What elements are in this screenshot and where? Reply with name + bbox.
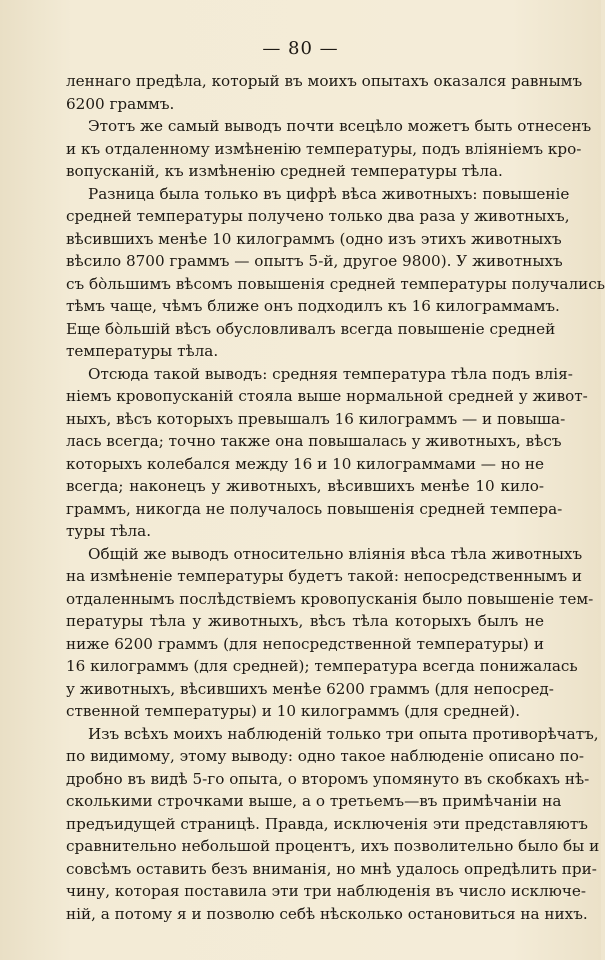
- page-number: — 80 —: [262, 38, 339, 59]
- text-line: у животныхъ, вѣсившихъ менѣе 6200 граммъ (для непосред-: [66, 679, 554, 698]
- text-line: которыхъ колебался между 16 и 10 килограммами — но не: [66, 454, 545, 473]
- text-line: лась всегда; точно также она повышалась у животныхъ, вѣсъ: [66, 432, 562, 450]
- text-line: отдаленнымъ послѣдствіемъ кровопусканія было повышеніе тем-: [66, 589, 594, 608]
- text-line: Разница была только въ цифрѣ вѣса животныхъ: повышеніе: [88, 184, 570, 203]
- text-line: Отсюда такой выводъ: средняя температура тѣла подъ влія-: [88, 364, 573, 383]
- text-line: 6200 граммъ.: [66, 94, 175, 113]
- text-line: граммъ, никогда не получалось повышенія средней темпера-: [66, 499, 563, 518]
- text-line: вѣсило 8700 граммъ — опытъ 5-й, другое 9800). У животныхъ: [66, 252, 563, 270]
- text-line: Изъ всѣхъ моихъ наблюденій только три опыта противорѣчатъ,: [88, 724, 599, 743]
- body-text: [66, 70, 605, 925]
- text-line: пературы тѣла у животныхъ, вѣсъ тѣла которыхъ былъ не: [66, 612, 544, 630]
- text-line: леннаго предѣла, который въ моихъ опытахъ оказался равнымъ: [66, 72, 583, 90]
- text-line: вѣсившихъ менѣе 10 килограммъ (одно изъ этихъ животныхъ: [66, 229, 562, 248]
- text-line: ственной температуры) и 10 килограммъ (для средней).: [66, 702, 521, 720]
- text-line: по видимому, этому выводу: одно такое наблюденіе описано по-: [66, 747, 585, 765]
- text-line: ныхъ, вѣсъ которыхъ превышалъ 16 килограммъ — и повыша-: [66, 409, 566, 428]
- text-line: и къ отдаленному измѣненію температуры, подъ вліяніемъ кро-: [66, 139, 582, 158]
- text-line: вопусканій, къ измѣненію средней температуры тѣла.: [66, 162, 503, 180]
- text-line: ниже 6200 граммъ (для непосредственной температуры) и: [66, 634, 544, 653]
- text-line: дробно въ видѣ 5-го опыта, о второмъ упомянуто въ скобкахъ нѣ-: [66, 769, 590, 788]
- text-line: предъидущей страницѣ. Правда, исключенія эти представляютъ: [66, 814, 588, 833]
- text-line: на измѣненіе температуры будетъ такой: непосредственнымъ и: [66, 567, 582, 585]
- text-line: съ бо̀льшимъ вѣсомъ повышенія средней температуры получались: [66, 274, 605, 293]
- text-line: ній, а потому я и позволю себѣ нѣсколько остановиться на нихъ.: [66, 904, 588, 923]
- text-line: Общій же выводъ относительно вліянія вѣса тѣла животныхъ: [88, 544, 583, 563]
- text-line: Этотъ же самый выводъ почти всецѣло можетъ быть отнесенъ: [88, 117, 592, 135]
- text-line: сравнительно небольшой процентъ, ихъ позволительно было бы и: [66, 837, 600, 855]
- text-line: туры тѣла.: [66, 522, 152, 540]
- text-line: совсѣмъ оставить безъ вниманія, но мнѣ удалось опредѣлить при-: [66, 859, 597, 878]
- text-line: тѣмъ чаще, чѣмъ ближе онъ подходилъ къ 16 килограммамъ.: [66, 297, 560, 315]
- text-line: сколькими строчками выше, а о третьемъ—въ примѣчаніи на: [66, 792, 562, 810]
- text-line: температуры тѣла.: [66, 342, 219, 360]
- text-line: средней температуры получено только два раза у животныхъ,: [66, 207, 570, 225]
- text-line: всегда; наконецъ у животныхъ, вѣсившихъ менѣе 10 кило-: [66, 477, 544, 495]
- text-line: чину, которая поставила эти три наблюденія въ число исключе-: [66, 882, 587, 900]
- text-line: 16 килограммъ (для средней); температура всегда понижалась: [66, 657, 578, 675]
- text-line: Еще бо̀льшій вѣсъ обусловливалъ всегда повышеніе средней: [66, 319, 556, 338]
- text-line: ніемъ кровопусканій стояла выше нормальной средней у живот-: [66, 387, 588, 405]
